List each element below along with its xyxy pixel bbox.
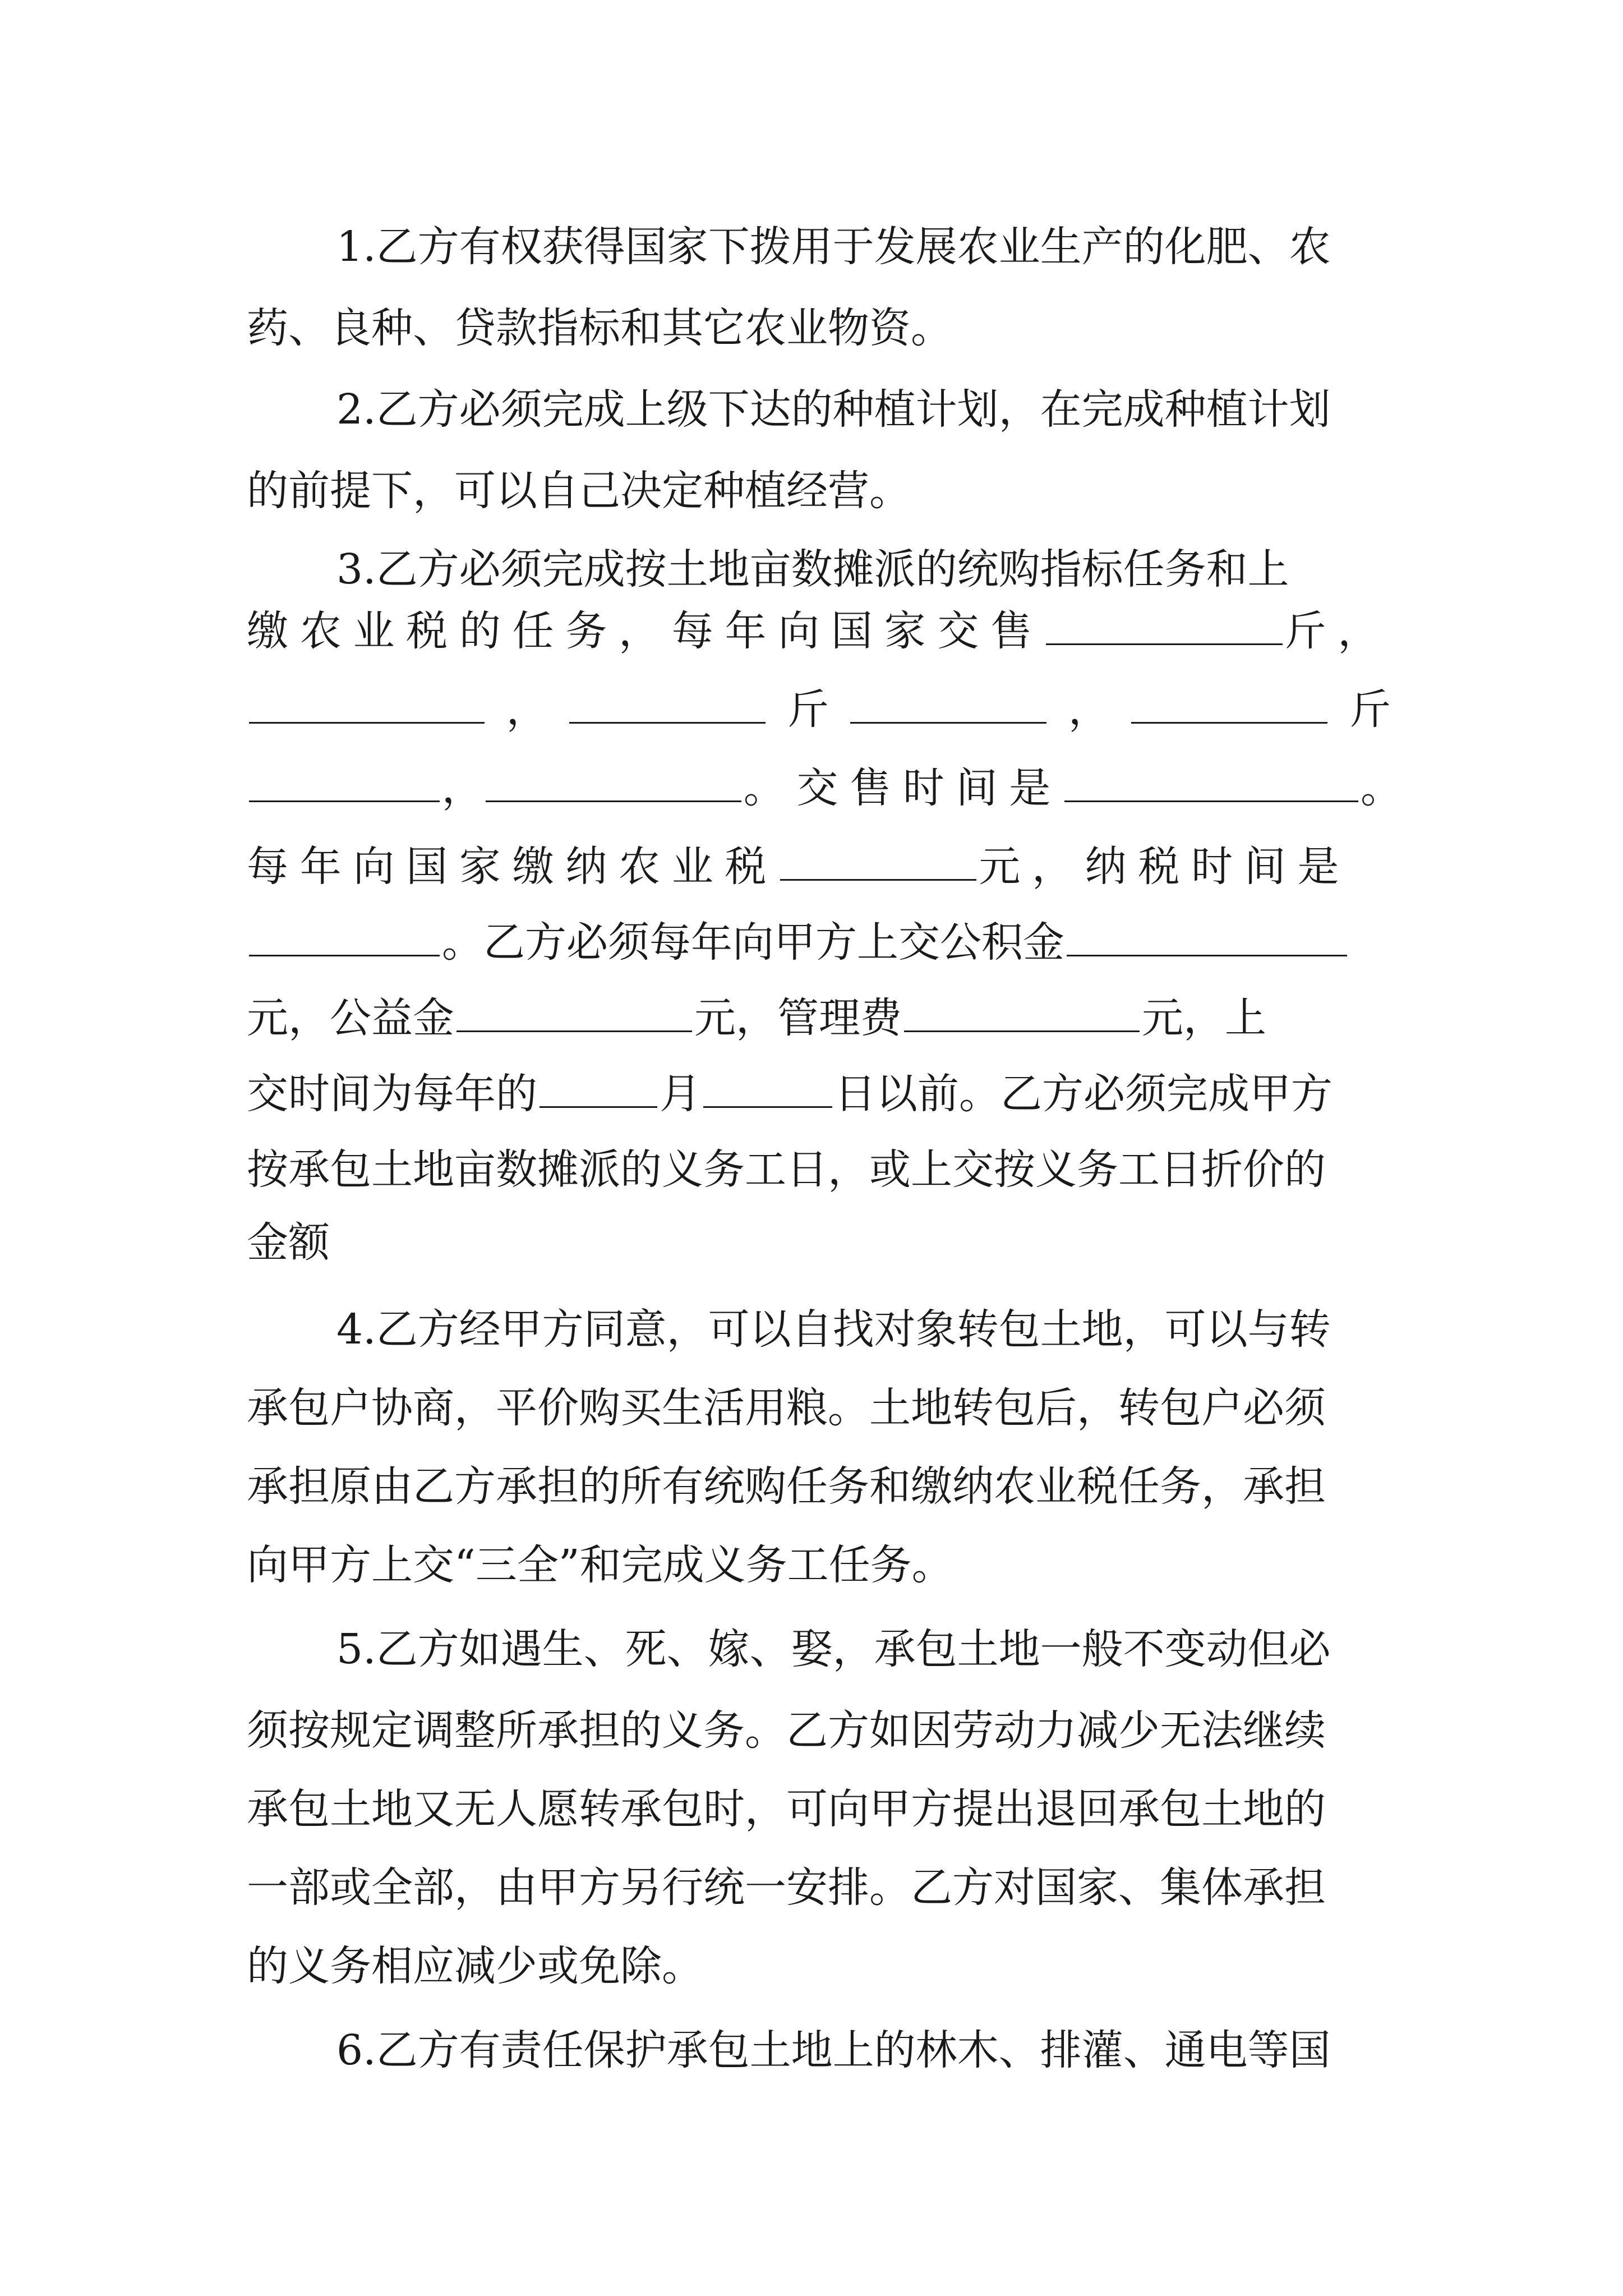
text-run: ， (441, 764, 483, 812)
fill-blank (1067, 920, 1347, 956)
paragraph-line (247, 463, 1391, 519)
text-run: 斤 (1349, 685, 1391, 734)
paragraph-line (247, 760, 1402, 816)
text-run: 的前提下，可以自己决定种植经营。 (247, 467, 911, 515)
paragraph-line (336, 1301, 1391, 1358)
text-run: 4.乙方经甲方同意，可以自找对象转包土地，可以与转 (336, 1305, 1331, 1354)
paragraph-line (336, 381, 1391, 438)
text-run: 承包土地又无人愿转承包时，可向甲方提出退回承包土地的 (247, 1785, 1326, 1833)
fill-blank (703, 1071, 832, 1108)
text-run: 承担原由乙方承担的所有统购任务和缴纳农业税任务，承担 (247, 1462, 1326, 1511)
paragraph-line (247, 990, 1391, 1046)
text-run: 2.乙方必须完成上级下达的种植计划，在完成种植计划 (336, 385, 1331, 434)
text-run: 斤 (787, 685, 829, 734)
fill-blank (904, 996, 1140, 1032)
paragraph-line (247, 1537, 1391, 1593)
text-run: 日以前。乙方必须完成甲方 (834, 1070, 1332, 1118)
paragraph-line (247, 300, 1391, 356)
text-run: 3.乙方必须完成按土地亩数摊派的统购指标任务和上 (336, 545, 1289, 593)
text-run: 月 (660, 1070, 701, 1118)
paragraph-line (336, 2022, 1391, 2078)
paragraph-line (247, 839, 1391, 895)
paragraph-line (336, 1621, 1391, 1677)
paragraph-line (247, 603, 1391, 659)
text-run: ， (506, 685, 548, 734)
fill-blank (850, 687, 1046, 724)
text-run: 。乙方必须每年向甲方上交公积金 (442, 918, 1064, 967)
text-run: 须按规定调整所承担的义务。乙方如因劳动力减少无法继续 (247, 1706, 1326, 1755)
text-run: 斤， (1284, 607, 1391, 655)
text-run: 按承包土地亩数摊派的义务工日，或上交按义务工日折价的 (247, 1145, 1326, 1194)
fill-blank (249, 766, 440, 802)
text-run: 金额 (247, 1218, 330, 1267)
text-run: 元，管理费 (694, 994, 902, 1042)
text-run: 。交售时间是 (743, 764, 1063, 812)
fill-blank (569, 687, 766, 724)
text-run: 。 (1361, 764, 1402, 812)
text-run: 向甲方上交“三全”和完成义务工任务。 (247, 1541, 953, 1589)
paragraph-line (247, 1860, 1391, 1916)
text-run: 药、良种、贷款指标和其它农业物资。 (247, 304, 952, 352)
paragraph-line (247, 1380, 1391, 1436)
paragraph-line (247, 1142, 1391, 1198)
paragraph-line (247, 1781, 1391, 1837)
text-run: 一部或全部，由甲方另行统一安排。乙方对国家、集体承担 (247, 1864, 1326, 1912)
text-run: 5.乙方如遇生、死、嫁、娶，承包土地一般不变动但必 (336, 1625, 1331, 1673)
text-run: 的义务相应减少或免除。 (247, 1942, 703, 1990)
fill-blank (780, 844, 976, 881)
paragraph-line (247, 1066, 1391, 1122)
fill-blank (540, 1071, 657, 1108)
paragraph-line (247, 1703, 1391, 1759)
fill-blank (486, 766, 741, 802)
paragraph-line (247, 1938, 1391, 1994)
fill-blank (1131, 687, 1327, 724)
text-run: 元，公益金 (247, 994, 454, 1042)
fill-blank (457, 996, 692, 1032)
text-run: 交时间为每年的 (247, 1070, 537, 1118)
text-run: 元，纳税时间是 (979, 843, 1351, 891)
paragraph-line (247, 682, 1391, 738)
fill-blank (1064, 766, 1358, 802)
paragraph-line (336, 219, 1391, 275)
text-run: 缴农业税的任务，每年向国家交售 (247, 607, 1044, 655)
paragraph-line (336, 541, 1391, 597)
text-run: 1.乙方有权获得国家下拨用于发展农业生产的化肥、农 (336, 223, 1331, 271)
fill-blank (249, 687, 485, 724)
paragraph-line (247, 914, 1391, 970)
fill-blank (1046, 609, 1283, 645)
text-run: 6.乙方有责任保护承包土地上的林木、排灌、通电等国 (336, 2026, 1331, 2074)
text-run: 元，上 (1142, 994, 1266, 1042)
paragraph-line (247, 1214, 1391, 1271)
fill-blank (249, 920, 440, 956)
text-run: 每年向国家缴纳农业税 (247, 843, 778, 891)
text-run: ， (1068, 685, 1110, 734)
paragraph-line (247, 1458, 1391, 1515)
text-run: 承包户协商，平价购买生活用粮。土地转包后，转包户必须 (247, 1384, 1326, 1432)
